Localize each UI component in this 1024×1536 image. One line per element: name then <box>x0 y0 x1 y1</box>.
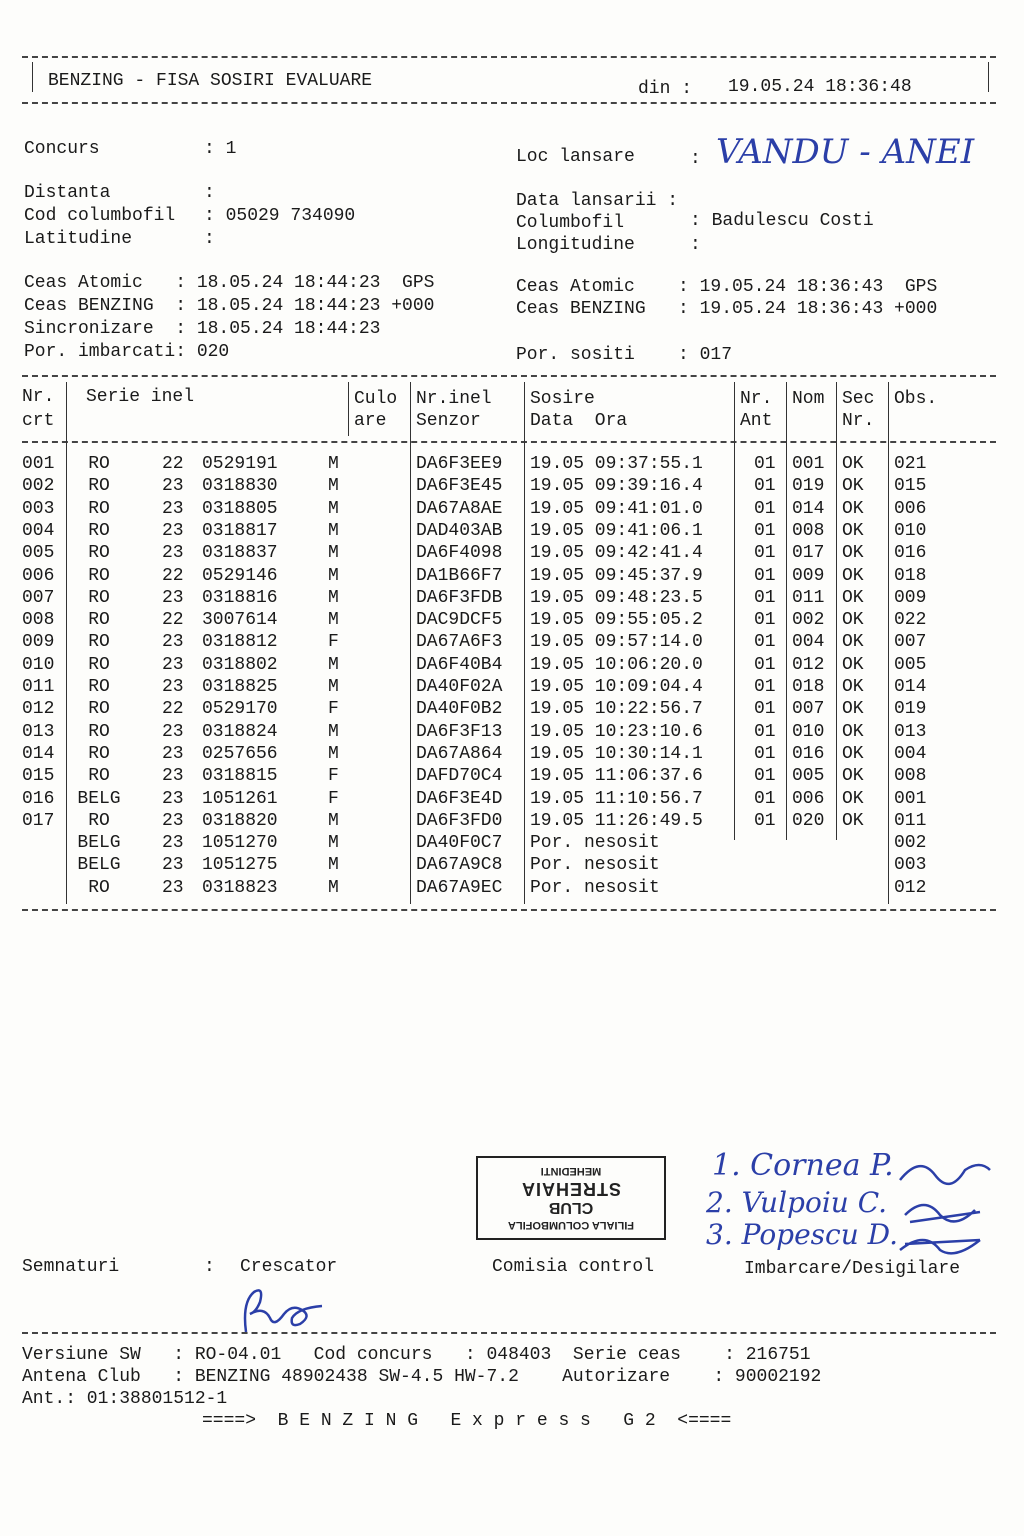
cell-inel: 0318824 <box>202 721 278 742</box>
cell-ant: 01 <box>754 677 776 697</box>
signatures-label: Semnaturi <box>22 1257 120 1277</box>
table-header-divider <box>22 441 996 443</box>
cell-senzor: DA6F3F13 <box>416 721 503 742</box>
cell-nom: 001 <box>792 454 825 474</box>
cell-an: 23 <box>162 788 184 809</box>
header-left-border <box>32 62 33 92</box>
cell-inel: 0529191 <box>202 454 278 474</box>
cell-senzor: DA40F0B2 <box>416 699 503 720</box>
cell-inel: 0529146 <box>202 565 278 586</box>
cell-sex: M <box>328 877 339 898</box>
cell-sex: F <box>328 788 339 809</box>
th-sec-1: Sec <box>842 389 875 409</box>
cell-nom: 008 <box>792 520 825 541</box>
cell-obs: 011 <box>894 810 927 831</box>
col-sep-ant <box>734 382 735 840</box>
cell-senzor: DA6F3FD0 <box>416 810 503 831</box>
cell-nr: 013 <box>22 721 55 742</box>
cell-tara: RO <box>88 721 110 742</box>
cell-sex: M <box>328 498 339 519</box>
concurs-value: : 1 <box>204 139 237 159</box>
cell-ant: 01 <box>754 543 776 564</box>
cell-tara: RO <box>88 877 110 898</box>
cell-sec: OK <box>842 610 864 631</box>
cell-obs: 005 <box>894 654 927 675</box>
cell-ant: 01 <box>754 743 776 764</box>
cell-inel: 0318830 <box>202 476 278 497</box>
cell-sosire: 19.05 10:22:56.7 <box>530 699 703 720</box>
cell-sec: OK <box>842 654 864 675</box>
cell-obs: 002 <box>894 833 927 854</box>
header-bottom-border <box>22 102 996 104</box>
cell-nom: 020 <box>792 810 825 831</box>
cell-obs: 022 <box>894 610 927 631</box>
cell-sex: F <box>328 766 339 787</box>
cell-sosire: 19.05 09:42:41.4 <box>530 543 703 564</box>
cell-sex: M <box>328 454 339 474</box>
cell-sosire: 19.05 11:10:56.7 <box>530 788 703 809</box>
cell-inel: 0318805 <box>202 498 278 519</box>
breeder-signature-icon <box>232 1284 332 1336</box>
cell-obs: 003 <box>894 855 927 876</box>
cell-inel: 0318802 <box>202 654 278 675</box>
cell-sec: OK <box>842 476 864 497</box>
cell-sex: M <box>328 855 339 876</box>
cell-nr: 008 <box>22 610 55 631</box>
cell-nr: 015 <box>22 766 55 787</box>
col-sep-sosire <box>524 382 525 904</box>
cell-tara: RO <box>88 810 110 831</box>
cell-sex: M <box>328 565 339 586</box>
cell-nom: 017 <box>792 543 825 564</box>
cell-sec: OK <box>842 520 864 541</box>
cell-ant: 01 <box>754 810 776 831</box>
footer-divider <box>22 1332 996 1334</box>
cell-tara: RO <box>88 677 110 697</box>
th-sec-2: Nr. <box>842 411 875 431</box>
cell-tara: RO <box>88 766 110 787</box>
cell-inel: 0318815 <box>202 766 278 787</box>
table-top-border <box>22 375 996 377</box>
th-nr-ant-2: Ant <box>740 411 773 431</box>
cell-an: 23 <box>162 632 184 653</box>
cell-senzor: DA67A9EC <box>416 877 503 898</box>
cell-nr: 009 <box>22 632 55 653</box>
cell-senzor: DA6F4098 <box>416 543 503 564</box>
cell-inel: 0318823 <box>202 877 278 898</box>
cell-senzor: DAD403AB <box>416 520 503 541</box>
th-nr: Nr. <box>22 387 55 407</box>
cell-ant: 01 <box>754 699 776 720</box>
cell-ant: 01 <box>754 788 776 809</box>
cell-an: 23 <box>162 766 184 787</box>
cell-nr: 017 <box>22 810 55 831</box>
cell-sec: OK <box>842 543 864 564</box>
cell-sex: M <box>328 476 339 497</box>
cell-ant: 01 <box>754 520 776 541</box>
cell-sosire: 19.05 11:06:37.6 <box>530 766 703 787</box>
cell-an: 22 <box>162 565 184 586</box>
cell-senzor: DA6F3E45 <box>416 476 503 497</box>
cell-an: 23 <box>162 855 184 876</box>
loc-lansare-sep: : <box>690 149 701 169</box>
footer-line-4: ====> B E N Z I N G E x p r e s s G 2 <==== <box>202 1411 732 1431</box>
cell-sosire: Por. nesosit <box>530 833 660 854</box>
distanta-label: Distanta <box>24 183 111 203</box>
cell-an: 22 <box>162 699 184 720</box>
cell-obs: 021 <box>894 454 927 474</box>
th-data-ora: Data Ora <box>530 411 628 431</box>
cell-ant: 01 <box>754 632 776 653</box>
cell-inel: 3007614 <box>202 610 278 631</box>
cell-nr: 012 <box>22 699 55 720</box>
cell-inel: 0318825 <box>202 677 278 697</box>
cod-columbofil-value: : 05029 734090 <box>204 206 356 226</box>
cell-an: 23 <box>162 543 184 564</box>
concurs-label: Concurs <box>24 139 100 159</box>
th-are: are <box>354 411 387 431</box>
cell-nom: 007 <box>792 699 825 720</box>
cell-nom: 016 <box>792 743 825 764</box>
cell-tara: RO <box>88 610 110 631</box>
cell-sosire: 19.05 09:57:14.0 <box>530 632 703 653</box>
cell-sec: OK <box>842 632 864 653</box>
loc-lansare-handwritten: VANDU - ANEI <box>716 132 975 172</box>
cell-sosire: 19.05 10:30:14.1 <box>530 743 703 764</box>
th-nrinel: Nr.inel <box>416 389 492 409</box>
th-nr-ant-1: Nr. <box>740 389 773 409</box>
cell-sosire: 19.05 09:55:05.2 <box>530 610 703 631</box>
cell-nom: 005 <box>792 766 825 787</box>
cell-senzor: DA67A9C8 <box>416 855 503 876</box>
cell-sosire: 19.05 09:37:55.1 <box>530 454 703 474</box>
cell-ant: 01 <box>754 565 776 586</box>
columbofil-label: Columbofil <box>516 213 625 233</box>
cell-senzor: DAFD70C4 <box>416 766 503 787</box>
cell-tara: RO <box>88 699 110 720</box>
cell-sosire: 19.05 11:26:49.5 <box>530 810 703 831</box>
cell-obs: 009 <box>894 587 927 608</box>
footer-line-3: Ant.: 01:38801512-1 <box>22 1389 228 1409</box>
cell-ant: 01 <box>754 454 776 474</box>
cell-sex: M <box>328 610 339 631</box>
table-bottom-border <box>22 909 996 911</box>
cell-obs: 014 <box>894 677 927 697</box>
cell-obs: 010 <box>894 520 927 541</box>
th-senzor: Senzor <box>416 411 481 431</box>
cell-obs: 018 <box>894 565 927 586</box>
cell-sex: M <box>328 677 339 697</box>
cell-sex: M <box>328 833 339 854</box>
longitudine-label: Longitudine <box>516 235 635 255</box>
cell-tara: RO <box>88 520 110 541</box>
latitudine-label: Latitudine <box>24 229 133 249</box>
cell-nom: 010 <box>792 721 825 742</box>
th-obs: Obs. <box>894 389 938 409</box>
cell-senzor: DA67A6F3 <box>416 632 503 653</box>
cell-sec: OK <box>842 810 864 831</box>
cell-sosire: Por. nesosit <box>530 877 660 898</box>
cell-inel: 0318812 <box>202 632 278 653</box>
cell-an: 23 <box>162 877 184 898</box>
cell-sec: OK <box>842 788 864 809</box>
cell-an: 22 <box>162 454 184 474</box>
cell-sec: OK <box>842 454 864 474</box>
cell-nr: 016 <box>22 788 55 809</box>
cell-senzor: DA6F3E4D <box>416 788 503 809</box>
cell-sex: F <box>328 632 339 653</box>
cell-tara: RO <box>88 565 110 586</box>
cell-nr: 003 <box>22 498 55 519</box>
left-clock-line-1: Ceas Atomic : 18.05.24 18:44:23 GPS <box>24 273 435 293</box>
cell-tara: BELG <box>77 833 121 854</box>
cell-nr: 010 <box>22 654 55 675</box>
cell-an: 23 <box>162 677 184 697</box>
commission-member-1: 1. Cornea P. <box>712 1148 894 1183</box>
th-serie: Serie inel <box>86 387 195 407</box>
cell-sosire: 19.05 09:45:37.9 <box>530 565 703 586</box>
cell-sex: M <box>328 810 339 831</box>
cell-sec: OK <box>842 766 864 787</box>
longitudine-value: : <box>690 235 701 255</box>
stamp-line-4: MEHEDINTI <box>540 1165 602 1177</box>
cell-nr: 004 <box>22 520 55 541</box>
cell-nr: 006 <box>22 565 55 586</box>
cell-sec: OK <box>842 743 864 764</box>
cell-an: 23 <box>162 721 184 742</box>
cell-tara: BELG <box>77 855 121 876</box>
stamp-line-1: FILIALA COLUMBOFILA <box>507 1219 635 1231</box>
cell-sosire: 19.05 09:48:23.5 <box>530 587 703 608</box>
col-sep-nrinel <box>410 382 411 904</box>
distanta-value: : <box>204 183 215 203</box>
cell-nr: 001 <box>22 454 55 474</box>
col-sep-culo <box>348 382 349 436</box>
cell-obs: 008 <box>894 766 927 787</box>
cell-an: 23 <box>162 654 184 675</box>
cell-senzor: DA40F0C7 <box>416 833 503 854</box>
cell-obs: 019 <box>894 699 927 720</box>
cell-an: 23 <box>162 810 184 831</box>
cell-nr: 014 <box>22 743 55 764</box>
cell-obs: 013 <box>894 721 927 742</box>
cell-sec: OK <box>842 677 864 697</box>
cell-senzor: DA6F40B4 <box>416 654 503 675</box>
cell-nom: 002 <box>792 610 825 631</box>
signature-imbarcare: Imbarcare/Desigilare <box>744 1259 961 1279</box>
col-sep-sec <box>836 382 837 840</box>
cell-tara: RO <box>88 587 110 608</box>
cell-nr: 002 <box>22 476 55 497</box>
cell-nom: 018 <box>792 677 825 697</box>
cell-sosire: 19.05 09:41:06.1 <box>530 520 703 541</box>
cell-sec: OK <box>842 721 864 742</box>
cell-inel: 1051261 <box>202 788 278 809</box>
latitudine-value: : <box>204 229 215 249</box>
cell-senzor: DA67A8AE <box>416 498 503 519</box>
cell-sec: OK <box>842 565 864 586</box>
th-sosire: Sosire <box>530 389 595 409</box>
cell-tara: RO <box>88 632 110 653</box>
cell-an: 23 <box>162 743 184 764</box>
cell-tara: RO <box>88 743 110 764</box>
cell-an: 23 <box>162 476 184 497</box>
footer-line-2: Antena Club : BENZING 48902438 SW-4.5 HW-7.2 Autorizare : 90002192 <box>22 1367 822 1387</box>
cell-senzor: DA6F3FDB <box>416 587 503 608</box>
cell-nom: 011 <box>792 587 825 608</box>
cell-senzor: DA1B66F7 <box>416 565 503 586</box>
header-right-border <box>988 62 989 92</box>
left-clock-line-2: Ceas BENZING : 18.05.24 18:44:23 +000 <box>24 296 435 316</box>
right-clock-line-2: Ceas BENZING : 19.05.24 18:36:43 +000 <box>516 299 938 319</box>
cell-inel: 0529170 <box>202 699 278 720</box>
cod-columbofil-label: Cod columbofil <box>24 206 176 226</box>
report-title: BENZING - FISA SOSIRI EVALUARE <box>48 71 373 91</box>
cell-sec: OK <box>842 699 864 720</box>
cell-senzor: DA40F02A <box>416 677 503 697</box>
cell-nom: 006 <box>792 788 825 809</box>
commission-member-3: 3. Popescu D. <box>706 1218 899 1251</box>
cell-sex: F <box>328 699 339 720</box>
cell-nom: 012 <box>792 654 825 675</box>
left-clock-line-4: Por. imbarcati: 020 <box>24 342 230 362</box>
signature-comisia: Comisia control <box>492 1257 655 1277</box>
cell-ant: 01 <box>754 476 776 497</box>
commission-signatures-icon <box>890 1150 1000 1260</box>
stamp-line-3: STREHAIA <box>521 1179 622 1199</box>
cell-nom: 014 <box>792 498 825 519</box>
signatures-sep: : <box>204 1257 215 1277</box>
cell-inel: 0318817 <box>202 520 278 541</box>
por-sositi: Por. sositi : 017 <box>516 345 733 365</box>
cell-sex: M <box>328 743 339 764</box>
cell-obs: 001 <box>894 788 927 809</box>
cell-senzor: DA6F3EE9 <box>416 454 503 474</box>
cell-tara: BELG <box>77 788 121 809</box>
cell-inel: 0257656 <box>202 743 278 764</box>
cell-inel: 1051275 <box>202 855 278 876</box>
commission-member-2: 2. Vulpoiu C. <box>706 1186 888 1219</box>
col-sep-nr <box>66 382 67 904</box>
cell-inel: 0318820 <box>202 810 278 831</box>
cell-sex: M <box>328 587 339 608</box>
cell-sex: M <box>328 721 339 742</box>
cell-nom: 009 <box>792 565 825 586</box>
cell-an: 23 <box>162 498 184 519</box>
cell-sex: M <box>328 520 339 541</box>
cell-sosire: Por. nesosit <box>530 855 660 876</box>
cell-nr: 011 <box>22 677 55 697</box>
cell-sex: M <box>328 654 339 675</box>
stamp-line-2: CLUB <box>548 1199 594 1216</box>
cell-sosire: 19.05 10:09:04.4 <box>530 677 703 697</box>
cell-obs: 016 <box>894 543 927 564</box>
cell-inel: 1051270 <box>202 833 278 854</box>
cell-ant: 01 <box>754 587 776 608</box>
cell-tara: RO <box>88 543 110 564</box>
cell-nom: 004 <box>792 632 825 653</box>
cell-an: 23 <box>162 833 184 854</box>
cell-inel: 0318816 <box>202 587 278 608</box>
cell-ant: 01 <box>754 498 776 519</box>
cell-sec: OK <box>842 498 864 519</box>
cell-obs: 004 <box>894 743 927 764</box>
cell-ant: 01 <box>754 766 776 787</box>
left-clock-line-3: Sincronizare : 18.05.24 18:44:23 <box>24 319 381 339</box>
col-sep-nom <box>786 382 787 840</box>
loc-lansare-label: Loc lansare <box>516 147 635 167</box>
data-lansarii-label: Data lansarii : <box>516 191 679 211</box>
cell-tara: RO <box>88 454 110 474</box>
report-date-label: din : <box>638 79 693 99</box>
club-stamp <box>476 1156 666 1240</box>
cell-sex: M <box>328 543 339 564</box>
cell-tara: RO <box>88 654 110 675</box>
cell-senzor: DAC9DCF5 <box>416 610 503 631</box>
cell-ant: 01 <box>754 610 776 631</box>
columbofil-value: : Badulescu Costi <box>690 211 874 231</box>
report-date-value: 19.05.24 18:36:48 <box>728 77 912 97</box>
cell-an: 23 <box>162 587 184 608</box>
col-sep-obs <box>888 382 889 904</box>
right-clock-line-1: Ceas Atomic : 19.05.24 18:36:43 GPS <box>516 277 938 297</box>
cell-obs: 007 <box>894 632 927 653</box>
cell-tara: RO <box>88 498 110 519</box>
cell-sosire: 19.05 09:41:01.0 <box>530 498 703 519</box>
cell-senzor: DA67A864 <box>416 743 503 764</box>
cell-obs: 015 <box>894 476 927 497</box>
footer-line-1: Versiune SW : RO-04.01 Cod concurs : 048403 Serie ceas : 216751 <box>22 1345 811 1365</box>
cell-nr: 007 <box>22 587 55 608</box>
cell-tara: RO <box>88 476 110 497</box>
cell-an: 23 <box>162 520 184 541</box>
cell-sosire: 19.05 09:39:16.4 <box>530 476 703 497</box>
th-crt: crt <box>22 411 55 431</box>
cell-sec: OK <box>842 587 864 608</box>
signature-crescator: Crescator <box>240 1257 338 1277</box>
header-top-border <box>22 56 996 58</box>
cell-sosire: 19.05 10:06:20.0 <box>530 654 703 675</box>
cell-nom: 019 <box>792 476 825 497</box>
cell-ant: 01 <box>754 721 776 742</box>
cell-nr: 005 <box>22 543 55 564</box>
cell-inel: 0318837 <box>202 543 278 564</box>
th-culo: Culo <box>354 389 398 409</box>
cell-an: 22 <box>162 610 184 631</box>
cell-sosire: 19.05 10:23:10.6 <box>530 721 703 742</box>
cell-ant: 01 <box>754 654 776 675</box>
th-nom: Nom <box>792 389 825 409</box>
cell-obs: 012 <box>894 877 927 898</box>
cell-obs: 006 <box>894 498 927 519</box>
